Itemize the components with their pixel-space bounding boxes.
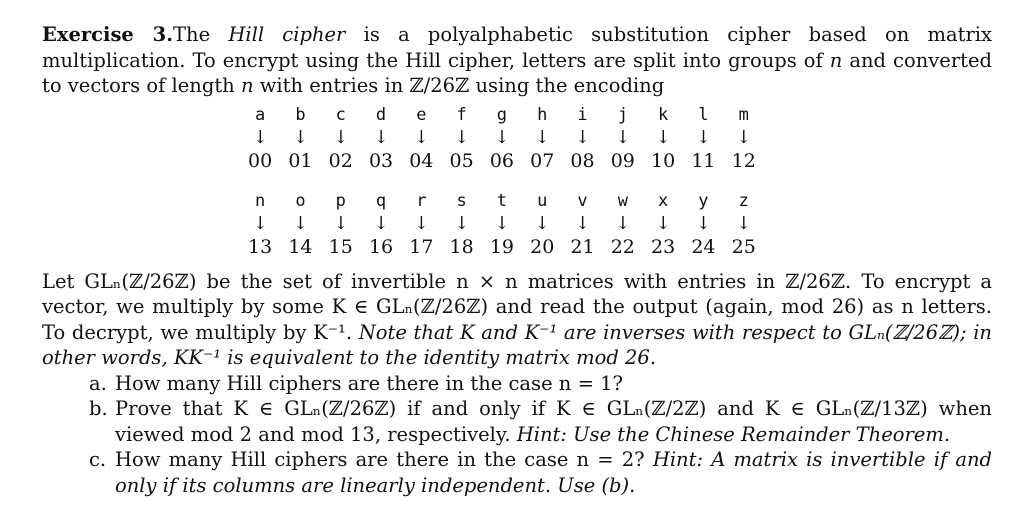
encoding-column: [603, 189, 643, 259]
encoding-letter: s: [456, 190, 467, 211]
encoding-letter: w: [617, 190, 628, 211]
encoding-column: [603, 103, 643, 173]
down-arrow-icon: ↓: [736, 212, 752, 234]
encoding-letter: z: [738, 190, 749, 211]
encoding-column: [240, 189, 280, 259]
encoding-letter: u: [537, 190, 548, 211]
encoding-code: 05: [449, 149, 474, 172]
encoding-column: [441, 189, 481, 259]
down-arrow-icon: ↓: [373, 212, 389, 234]
encoding-letter: a: [255, 104, 266, 125]
part-a: [42, 371, 992, 397]
encoding-column: [522, 103, 562, 173]
down-arrow-icon: ↓: [615, 212, 631, 234]
down-arrow-icon: ↓: [252, 126, 268, 148]
encoding-column: [724, 103, 764, 173]
down-arrow-icon: ↓: [494, 126, 510, 148]
encoding-column: [321, 103, 361, 173]
part-a-label: a.: [89, 371, 107, 395]
encoding-letter: m: [738, 104, 749, 125]
encoding-code: 10: [651, 149, 676, 172]
encoding-code: 25: [731, 235, 756, 258]
encoding-letter: e: [416, 104, 427, 125]
encoding-letter: t: [496, 190, 508, 211]
encoding-code: 13: [248, 235, 273, 258]
intro-text-2: is a polyalphabetic substitution cipher based on matrix multiplication. To encrypt using the Hill cipher, letters are split into groups of: [42, 23, 992, 72]
intro-n: n: [829, 48, 843, 72]
encoding-column: [562, 103, 602, 173]
encoding-column: [280, 103, 320, 173]
encoding-column: [240, 103, 280, 173]
encoding-row-2: [240, 189, 764, 259]
encoding-code: 06: [489, 149, 515, 172]
down-arrow-icon: ↓: [333, 126, 349, 148]
down-arrow-icon: ↓: [454, 212, 470, 234]
exercise-document: [42, 22, 992, 498]
down-arrow-icon: ↓: [333, 212, 349, 234]
down-arrow-icon: ↓: [494, 212, 510, 234]
down-arrow-icon: ↓: [534, 212, 550, 234]
encoding-letter: i: [577, 104, 588, 125]
encoding-code: 19: [489, 235, 515, 258]
part-c-label: c.: [89, 448, 107, 471]
encoding-row-1: [240, 103, 764, 173]
encoding-code: 23: [651, 235, 676, 258]
encoding-column: [441, 103, 481, 173]
encoding-column: [482, 103, 522, 173]
encoding-letter: c: [335, 104, 346, 125]
encoding-letter: r: [416, 190, 427, 211]
encoding-letter: v: [577, 190, 588, 211]
encoding-letter: q: [375, 190, 387, 211]
encoding-column: [643, 103, 683, 173]
part-b-text: Prove that K ∈ GLₙ(ℤ/26ℤ) if and only if K ∈ GLₙ(ℤ/2ℤ) and K ∈ GLₙ(ℤ/13ℤ) when viewed mod 2 and mod 13, respectively.: [115, 397, 992, 446]
exercise-intro: [42, 22, 992, 99]
part-c-text: How many Hill ciphers are there in the case n = 2?: [115, 448, 653, 471]
encoding-column: [321, 189, 361, 259]
encoding-code: 12: [731, 149, 756, 172]
encoding-code: 00: [248, 149, 273, 172]
down-arrow-icon: ↓: [695, 212, 711, 234]
encoding-column: [522, 189, 562, 259]
encoding-code: 18: [449, 235, 474, 258]
part-a-text: How many Hill ciphers are there in the case n = 1?: [115, 371, 623, 395]
down-arrow-icon: ↓: [574, 212, 591, 234]
down-arrow-icon: ↓: [655, 126, 671, 148]
encoding-column: [482, 189, 522, 259]
encoding-letter: y: [698, 190, 709, 211]
down-arrow-icon: ↓: [615, 126, 631, 148]
encoding-code: 20: [530, 235, 555, 258]
encoding-letter: h: [537, 104, 548, 125]
down-arrow-icon: ↓: [373, 126, 389, 148]
encoding-code: 01: [288, 149, 313, 172]
encoding-column: [562, 189, 602, 259]
encoding-column: [401, 189, 441, 259]
encoding-letter: l: [698, 104, 709, 125]
down-arrow-icon: ↓: [413, 126, 429, 148]
hill-cipher-term: Hill cipher: [228, 23, 346, 46]
encoding-column: [361, 103, 401, 173]
encoding-column: [683, 103, 723, 173]
intro-text-1: The: [173, 23, 229, 46]
encoding-code: 03: [368, 149, 394, 172]
encoding-letter: k: [657, 104, 669, 125]
down-arrow-icon: ↓: [292, 212, 308, 234]
encoding-letter: b: [295, 104, 306, 125]
down-arrow-icon: ↓: [454, 126, 470, 148]
encoding-letter: g: [496, 104, 508, 125]
encoding-code: 02: [328, 149, 353, 172]
encoding-column: [683, 189, 723, 259]
encoding-column: [361, 189, 401, 259]
part-c: [42, 447, 992, 498]
encoding-letter: f: [456, 104, 467, 125]
exercise-label: Exercise 3.: [42, 23, 174, 46]
encoding-code: 04: [409, 149, 434, 172]
encoding-code: 11: [691, 149, 716, 172]
body-italic-note: Note that K and K⁻¹ are inverses with respect to GLₙ(ℤ/26ℤ); in other words, KK⁻¹ is equivalent to the identity matrix mod 26.: [42, 320, 992, 369]
down-arrow-icon: ↓: [534, 126, 550, 148]
part-b: [42, 396, 992, 447]
intro-text-3: and converted to vectors of length: [42, 48, 992, 97]
encoding-letter: j: [617, 104, 628, 125]
part-b-label: b.: [89, 397, 108, 420]
encoding-column: [724, 189, 764, 259]
intro-text-4: with entries in ℤ/26ℤ using the encoding: [253, 74, 665, 97]
down-arrow-icon: ↓: [736, 126, 752, 148]
encoding-letter: o: [295, 190, 306, 211]
down-arrow-icon: ↓: [655, 212, 671, 234]
down-arrow-icon: ↓: [252, 212, 268, 234]
encoding-code: 08: [570, 149, 595, 172]
body-text: Let GLₙ(ℤ/26ℤ) be the set of invertible n × n matrices with entries in ℤ/26ℤ. To encrypt a vector, we multiply by some K ∈ GLₙ(ℤ/26ℤ) and read the output (again, mod 26) as n letters. To decrypt, we multiply by K⁻¹.: [42, 269, 992, 344]
down-arrow-icon: ↓: [695, 126, 711, 148]
encoding-code: 24: [691, 235, 716, 258]
encoding-code: 15: [328, 235, 353, 258]
encoding-letter: d: [375, 104, 387, 125]
encoding-code: 16: [368, 235, 394, 258]
encoding-letter: p: [335, 190, 346, 211]
body-paragraph: [42, 269, 992, 371]
parts-list: [42, 371, 992, 499]
encoding-code: 07: [530, 149, 555, 172]
encoding-code: 17: [409, 235, 434, 258]
encoding-letter: n: [255, 190, 266, 211]
intro-n-2: n: [240, 74, 254, 97]
part-b-hint: Hint: Use the Chinese Remainder Theorem.: [516, 422, 951, 446]
encoding-table: [42, 101, 992, 269]
down-arrow-icon: ↓: [292, 126, 308, 148]
encoding-code: 14: [288, 235, 313, 258]
part-c-hint: Hint: A matrix is invertible if and only if its columns are linearly independent. Use (b).: [115, 448, 992, 497]
encoding-column: [401, 103, 441, 173]
down-arrow-icon: ↓: [413, 212, 429, 234]
down-arrow-icon: ↓: [574, 126, 591, 148]
encoding-column: [280, 189, 320, 259]
encoding-code: 21: [570, 235, 595, 258]
encoding-code: 22: [610, 235, 635, 258]
encoding-code: 09: [610, 149, 635, 172]
encoding-column: [643, 189, 683, 259]
encoding-letter: x: [657, 190, 669, 211]
